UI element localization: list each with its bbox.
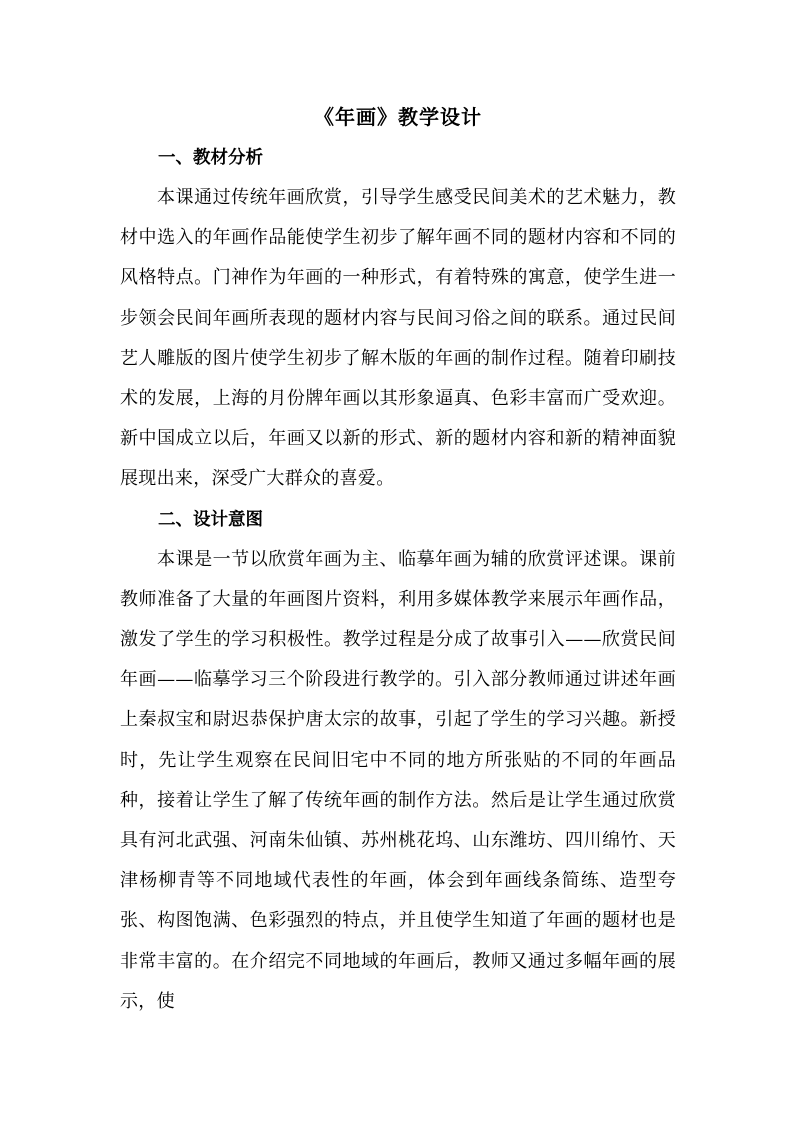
paragraph-design-intent: 本课是一节以欣赏年画为主、临摹年画为辅的欣赏评述课。课前教师准备了大量的年画图片资料，利用多媒体教学来展示年画作品，激发了学生的学习积极性。教学过程是分成了故事引入——欣赏民间年画——临摹学习三个阶段进行教学的。引入部分教师通过讲述年画上秦叔宝和尉迟恭保护唐太宗的故事，引起了学生的学习兴趣。新授时，先让学生观察在民间旧宅中不同的地方所张贴的不同的年画品种，接着让学生了解了传统年画的制作方法。然后是让学生通过欣赏具有河北武强、河南朱仙镇、苏州桃花坞、山东潍坊、四川绵竹、天津杨柳青等不同地域代表性的年画，体会到年画线条简练、造型夸张、构图饱满、色彩强烈的特点，并且使学生知道了年画的题材也是非常丰富的。在介绍完不同地域的年画后，教师又通过多幅年画的展示，使 [120, 548, 676, 1012]
document-page [120, 96, 676, 1022]
page-title: 《年画》教学设计 [314, 105, 482, 129]
paragraph-analysis: 本课通过传统年画欣赏，引导学生感受民间美术的艺术魅力，教材中选入的年画作品能使学生初步了解年画不同的题材内容和不同的风格特点。门神作为年画的一种形式，有着特殊的寓意，使学生进一步领会民间年画所表现的题材内容与民间习俗之间的联系。通过民间艺人雕版的图片使学生初步了解木版的年画的制作过程。随着印刷技术的发展，上海的月份牌年画以其形象逼真、色彩丰富而广受欢迎。新中国成立以后，年画又以新的形式、新的题材内容和新的精神面貌展现出来，深受广大群众的喜爱。 [120, 187, 676, 490]
section-heading-analysis: 一、教材分析 [158, 148, 263, 168]
section-heading-design-intent: 二、设计意图 [158, 509, 263, 530]
